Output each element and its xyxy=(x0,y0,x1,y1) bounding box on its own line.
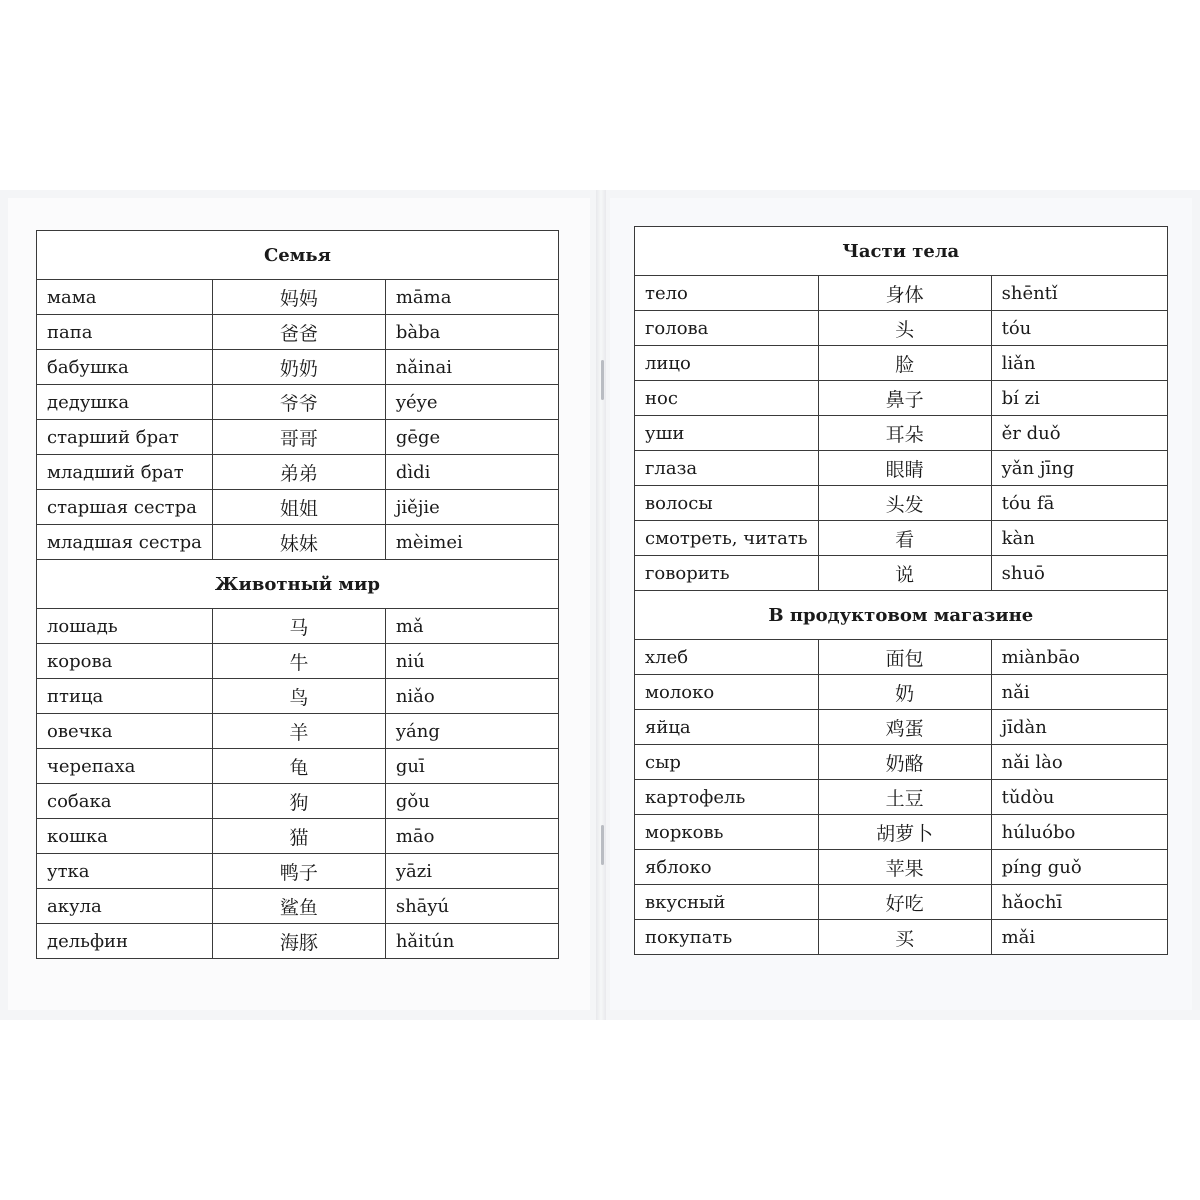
chinese-word: 鲨鱼 xyxy=(212,889,385,924)
russian-word: смотреть, читать xyxy=(635,521,819,556)
chinese-word: 说 xyxy=(818,556,991,591)
chinese-word: 奶 xyxy=(818,675,991,710)
section-title: Семья xyxy=(37,231,559,280)
russian-word: собака xyxy=(37,784,213,819)
section-header xyxy=(37,231,559,280)
vocab-row xyxy=(635,346,1168,381)
vocab-row xyxy=(635,640,1168,675)
vocab-row xyxy=(37,525,559,560)
chinese-word: 奶酪 xyxy=(818,745,991,780)
pinyin: nǎi lào xyxy=(991,745,1167,780)
russian-word: дельфин xyxy=(37,924,213,959)
chinese-word: 妹妹 xyxy=(212,525,385,560)
pinyin: yǎn jīng xyxy=(991,451,1167,486)
chinese-word: 眼睛 xyxy=(818,451,991,486)
pinyin: niú xyxy=(385,644,558,679)
pinyin: māma xyxy=(385,280,558,315)
vocab-row xyxy=(37,315,559,350)
chinese-word: 头 xyxy=(818,311,991,346)
vocab-row xyxy=(37,385,559,420)
vocab-row xyxy=(635,815,1168,850)
pinyin: tǔdòu xyxy=(991,780,1167,815)
vocab-row xyxy=(37,455,559,490)
vocab-row xyxy=(37,889,559,924)
chinese-word: 哥哥 xyxy=(212,420,385,455)
russian-word: морковь xyxy=(635,815,819,850)
russian-word: овечка xyxy=(37,714,213,749)
russian-word: уши xyxy=(635,416,819,451)
pinyin: mǎi xyxy=(991,920,1167,955)
chinese-word: 奶奶 xyxy=(212,350,385,385)
chinese-word: 姐姐 xyxy=(212,490,385,525)
pinyin: mèimei xyxy=(385,525,558,560)
russian-word: черепаха xyxy=(37,749,213,784)
pinyin: niǎo xyxy=(385,679,558,714)
vocab-row xyxy=(635,381,1168,416)
russian-word: папа xyxy=(37,315,213,350)
section-title: В продуктовом магазине xyxy=(635,591,1168,640)
chinese-word: 鼻子 xyxy=(818,381,991,416)
chinese-word: 好吃 xyxy=(818,885,991,920)
chinese-word: 鸡蛋 xyxy=(818,710,991,745)
russian-word: дедушка xyxy=(37,385,213,420)
vocab-row xyxy=(635,486,1168,521)
vocab-row xyxy=(635,780,1168,815)
pinyin: māo xyxy=(385,819,558,854)
vocab-row xyxy=(37,854,559,889)
book-gutter xyxy=(596,190,606,1020)
pinyin: tóu xyxy=(991,311,1167,346)
section-title: Животный мир xyxy=(37,560,559,609)
russian-word: вкусный xyxy=(635,885,819,920)
pinyin: liǎn xyxy=(991,346,1167,381)
vocab-table-right xyxy=(634,226,1168,955)
russian-word: яблоко xyxy=(635,850,819,885)
russian-word: молоко xyxy=(635,675,819,710)
section-header xyxy=(635,591,1168,640)
vocab-row xyxy=(37,784,559,819)
pinyin: ěr duǒ xyxy=(991,416,1167,451)
pinyin: bàba xyxy=(385,315,558,350)
section-header xyxy=(37,560,559,609)
russian-word: глаза xyxy=(635,451,819,486)
russian-word: волосы xyxy=(635,486,819,521)
vocab-row xyxy=(635,710,1168,745)
russian-word: старший брат xyxy=(37,420,213,455)
vocab-row xyxy=(635,311,1168,346)
vocab-row xyxy=(37,490,559,525)
russian-word: яйца xyxy=(635,710,819,745)
russian-word: младшая сестра xyxy=(37,525,213,560)
chinese-word: 头发 xyxy=(818,486,991,521)
vocab-table-left-body xyxy=(37,231,559,959)
chinese-word: 土豆 xyxy=(818,780,991,815)
russian-word: лошадь xyxy=(37,609,213,644)
pinyin: shāyú xyxy=(385,889,558,924)
russian-word: нос xyxy=(635,381,819,416)
vocab-row xyxy=(37,609,559,644)
chinese-word: 买 xyxy=(818,920,991,955)
pinyin: hǎitún xyxy=(385,924,558,959)
chinese-word: 马 xyxy=(212,609,385,644)
vocab-row xyxy=(37,644,559,679)
pinyin: jīdàn xyxy=(991,710,1167,745)
chinese-word: 鸭子 xyxy=(212,854,385,889)
chinese-word: 牛 xyxy=(212,644,385,679)
pinyin: gēge xyxy=(385,420,558,455)
chinese-word: 爷爷 xyxy=(212,385,385,420)
russian-word: покупать xyxy=(635,920,819,955)
chinese-word: 羊 xyxy=(212,714,385,749)
pinyin: yáng xyxy=(385,714,558,749)
chinese-word: 耳朵 xyxy=(818,416,991,451)
pinyin: kàn xyxy=(991,521,1167,556)
pinyin: yāzi xyxy=(385,854,558,889)
vocab-row xyxy=(635,276,1168,311)
vocab-row xyxy=(37,280,559,315)
vocab-row xyxy=(635,556,1168,591)
chinese-word: 苹果 xyxy=(818,850,991,885)
pinyin: shēntǐ xyxy=(991,276,1167,311)
russian-word: старшая сестра xyxy=(37,490,213,525)
vocab-row xyxy=(635,675,1168,710)
pinyin: miànbāo xyxy=(991,640,1167,675)
vocab-row xyxy=(635,850,1168,885)
chinese-word: 身体 xyxy=(818,276,991,311)
russian-word: птица xyxy=(37,679,213,714)
chinese-word: 鸟 xyxy=(212,679,385,714)
pinyin: nǎinai xyxy=(385,350,558,385)
russian-word: мама xyxy=(37,280,213,315)
pinyin: yéye xyxy=(385,385,558,420)
pinyin: bí zi xyxy=(991,381,1167,416)
vocab-row xyxy=(635,521,1168,556)
vocab-row xyxy=(635,451,1168,486)
vocab-row xyxy=(635,885,1168,920)
chinese-word: 胡萝卜 xyxy=(818,815,991,850)
vocab-row xyxy=(37,420,559,455)
russian-word: акула xyxy=(37,889,213,924)
pinyin: húluóbo xyxy=(991,815,1167,850)
pinyin: guī xyxy=(385,749,558,784)
chinese-word: 猫 xyxy=(212,819,385,854)
pinyin: mǎ xyxy=(385,609,558,644)
vocab-row xyxy=(37,679,559,714)
pinyin: jiějie xyxy=(385,490,558,525)
chinese-word: 爸爸 xyxy=(212,315,385,350)
russian-word: кошка xyxy=(37,819,213,854)
russian-word: тело xyxy=(635,276,819,311)
chinese-word: 看 xyxy=(818,521,991,556)
russian-word: сыр xyxy=(635,745,819,780)
russian-word: корова xyxy=(37,644,213,679)
russian-word: младший брат xyxy=(37,455,213,490)
chinese-word: 海豚 xyxy=(212,924,385,959)
pinyin: tóu fā xyxy=(991,486,1167,521)
russian-word: утка xyxy=(37,854,213,889)
vocab-row xyxy=(635,920,1168,955)
russian-word: картофель xyxy=(635,780,819,815)
russian-word: говорить xyxy=(635,556,819,591)
russian-word: лицо xyxy=(635,346,819,381)
vocab-row xyxy=(37,350,559,385)
pinyin: nǎi xyxy=(991,675,1167,710)
chinese-word: 面包 xyxy=(818,640,991,675)
russian-word: голова xyxy=(635,311,819,346)
chinese-word: 弟弟 xyxy=(212,455,385,490)
chinese-word: 脸 xyxy=(818,346,991,381)
pinyin: shuō xyxy=(991,556,1167,591)
russian-word: бабушка xyxy=(37,350,213,385)
chinese-word: 龟 xyxy=(212,749,385,784)
vocab-row xyxy=(37,714,559,749)
pinyin: hǎochī xyxy=(991,885,1167,920)
staple-bottom xyxy=(601,825,604,865)
vocab-row xyxy=(635,416,1168,451)
vocab-row xyxy=(37,819,559,854)
vocab-table-right-body xyxy=(635,227,1168,955)
vocab-table-left xyxy=(36,230,559,959)
section-header xyxy=(635,227,1168,276)
staple-top xyxy=(601,360,604,400)
section-title: Части тела xyxy=(635,227,1168,276)
vocab-row xyxy=(37,924,559,959)
chinese-word: 狗 xyxy=(212,784,385,819)
chinese-word: 妈妈 xyxy=(212,280,385,315)
russian-word: хлеб xyxy=(635,640,819,675)
pinyin: píng guǒ xyxy=(991,850,1167,885)
vocab-row xyxy=(635,745,1168,780)
pinyin: dìdi xyxy=(385,455,558,490)
pinyin: gǒu xyxy=(385,784,558,819)
vocab-row xyxy=(37,749,559,784)
